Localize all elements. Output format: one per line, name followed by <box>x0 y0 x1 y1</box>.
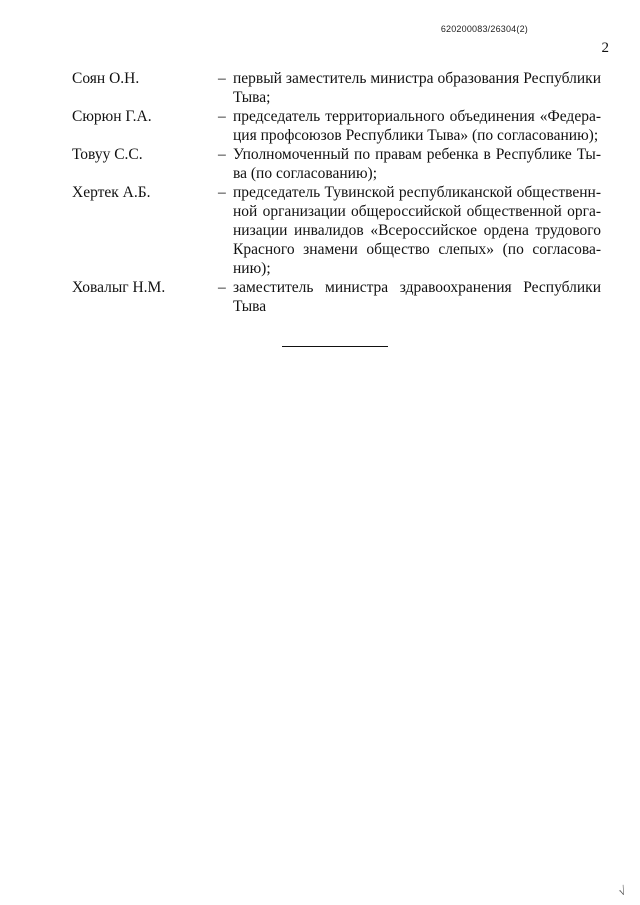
member-row <box>72 183 601 278</box>
end-separator-line <box>282 346 388 347</box>
member-role <box>233 145 601 183</box>
role-line: ной организации общероссийской общественной орга- <box>233 203 601 220</box>
member-name: Соян О.Н. <box>72 70 140 87</box>
role-line: председатель Тувинской республиканской общественн- <box>233 184 601 201</box>
member-row <box>72 278 601 316</box>
check-mark-icon: √ <box>617 883 629 899</box>
role-line: нию); <box>233 260 271 277</box>
member-name: Хертек А.Б. <box>72 184 151 201</box>
member-dash: – <box>218 70 226 87</box>
member-row <box>72 69 601 107</box>
member-name: Товуу С.С. <box>72 146 143 163</box>
member-dash: – <box>218 279 226 296</box>
role-line: Уполномоченный по правам ребенка в Республике Ты- <box>233 146 601 163</box>
member-row <box>72 107 601 145</box>
role-line: низации инвалидов «Всероссийское ордена трудового <box>233 222 601 239</box>
member-role <box>233 278 601 316</box>
member-row <box>72 145 601 183</box>
member-role <box>233 69 601 107</box>
role-line: Красного знамени общество слепых» (по согласова- <box>233 241 601 258</box>
role-line: ция профсоюзов Республики Тыва» (по согласованию); <box>233 127 599 144</box>
member-dash: – <box>218 146 226 163</box>
member-role <box>233 183 601 278</box>
member-role <box>233 107 601 145</box>
role-line: ва (по согласованию); <box>233 165 378 182</box>
document-code: 620200083/26304(2) <box>440 24 528 34</box>
member-name: Сюрюн Г.А. <box>72 108 152 125</box>
page-number: 2 <box>601 40 609 56</box>
role-line: первый заместитель министра образования Республики <box>233 70 601 87</box>
role-line: Тыва <box>233 298 267 315</box>
role-line: председатель территориального объединения «Федера- <box>233 108 601 125</box>
member-name: Ховалыг Н.М. <box>72 279 166 296</box>
role-line: Тыва; <box>233 89 271 106</box>
role-line: заместитель министра здравоохранения Республики <box>233 279 601 296</box>
members-list <box>72 69 601 316</box>
member-dash: – <box>218 108 226 125</box>
member-dash: – <box>218 184 226 201</box>
